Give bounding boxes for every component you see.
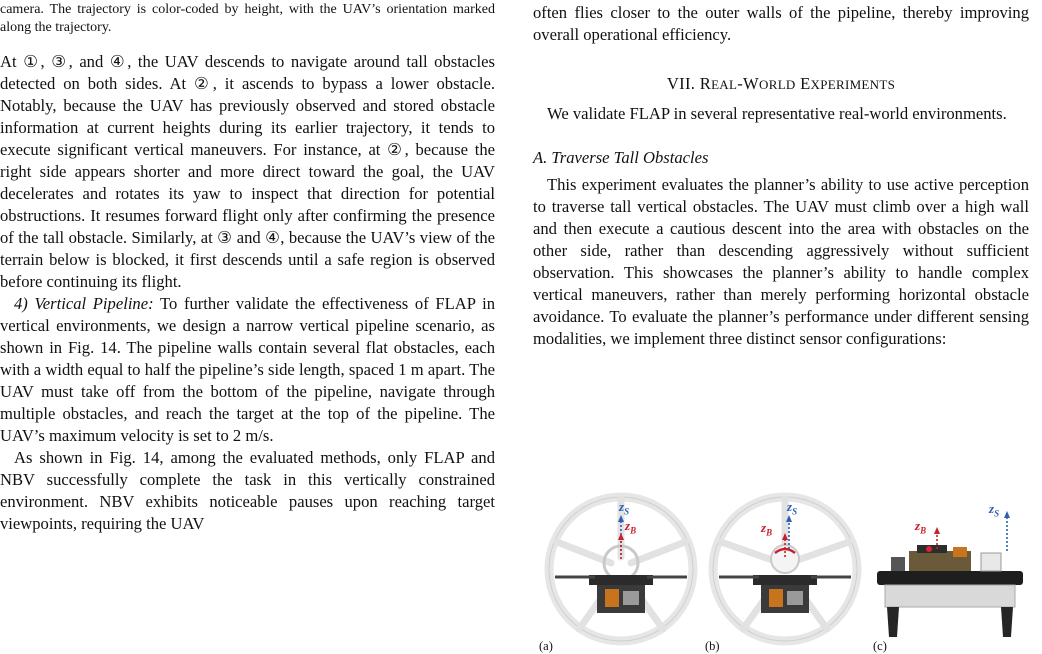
axis-label-zs: $z_S$ [619, 499, 630, 517]
section-title-smallcaps: ORLD [759, 77, 796, 92]
uav-figure [535, 487, 1031, 654]
figure-panel-a [535, 487, 699, 654]
section-number: VII. [666, 74, 696, 93]
paragraph-body: To further validate the effectiveness of FLAP in vertical environments, we design a narrow vertical pipeline scenario, as shown in Fig. 14. The pipeline walls contain several flat obstacles, each with a width equal to half the pipeline’s side length, spaced 1 m apart. The UAV must take off from the bottom of the pipeline, navigate through multiple obstacles, and reach the target at the top of the pipeline. The UAV’s maximum velocity is set to 2 m/s. [0, 294, 495, 445]
paragraph-heading: 4) Vertical Pipeline: [14, 294, 154, 313]
section-title [533, 73, 1029, 96]
section-intro: We validate FLAP in several representative real-world environments. [547, 104, 1007, 123]
axis-label-zb: $z_B$ [761, 520, 773, 538]
axis-label-zs: $z_S$ [989, 501, 1000, 519]
ground-robot-photo-c [869, 487, 1031, 654]
paragraph-evaluated-methods: As shown in Fig. 14, among the evaluated methods, only FLAP and NBV successfully complete the task in this vertically constrained environment. NBV exhibits noticeable pauses upon reaching target viewpoints, requiring the UAV [0, 448, 495, 533]
figure-panel-c [869, 487, 1031, 654]
panel-label-a: (a) [539, 639, 553, 653]
section-title-smallcaps: XPERIMENTS [810, 77, 896, 92]
drone-photo-a [535, 487, 699, 654]
paragraph-vertical-pipeline [0, 293, 495, 447]
axis-label-zs: $z_S$ [787, 499, 798, 517]
section-title-smallcaps: EAL [711, 77, 738, 92]
section-title-letter: -W [737, 74, 760, 93]
right-column [533, 0, 1029, 350]
axis-label-zb: $z_B$ [625, 518, 637, 536]
axis-label-zb: $z_B$ [915, 518, 927, 536]
drone-photo-b [701, 487, 867, 654]
paragraph-obstacle-maneuvers: At ①, ③, and ④, the UAV descends to navigate around tall obstacles detected on both sides. At ②, it ascends to bypass a lower obstacle. Notably, because the UAV has previously observed and stored obstacle information at current heights during its earlier trajectory, it tends to execute significant vertical maneuvers. For instance, at ②, because the right side appears shorter and more direct toward the goal, the UAV decelerates and rotates its yaw to inspect that direction for potential obstructions. It resumes forward flight only after confirming the presence of the tall obstacle. Similarly, at ③ and ④, because the UAV’s view of the terrain below is blocked, it first descends until a safe region is observed before continuing its flight. [0, 52, 495, 291]
paragraph-tail: often flies closer to the outer walls of the pipeline, thereby improving overall operational efficiency. [533, 3, 1029, 44]
panel-label-b: (b) [705, 639, 720, 653]
figure-panel-b [701, 487, 867, 654]
subsection-title: A. Traverse Tall Obstacles [533, 148, 709, 167]
subsection-body: This experiment evaluates the planner’s ability to use active perception to traverse tall vertical obstacles. The UAV must climb over a high wall and then execute a cautious descent into the area with obstacles on the other side, rather than descending aggressively without sufficient observation. This showcases the planner’s ability to handle complex vertical maneuvers, rather than merely performing horizontal obstacle avoidance. To evaluate the planner’s performance under different sensing modalities, we implement three distinct sensor configurations: [533, 175, 1029, 348]
section-title-letter: E [800, 74, 811, 93]
section-title-letter: R [699, 74, 712, 93]
left-column [0, 0, 495, 535]
figure-caption-tail: camera. The trajectory is color-coded by height, with the UAV’s orientation marked along the trajectory. [0, 2, 495, 35]
panel-label-c: (c) [873, 639, 887, 653]
